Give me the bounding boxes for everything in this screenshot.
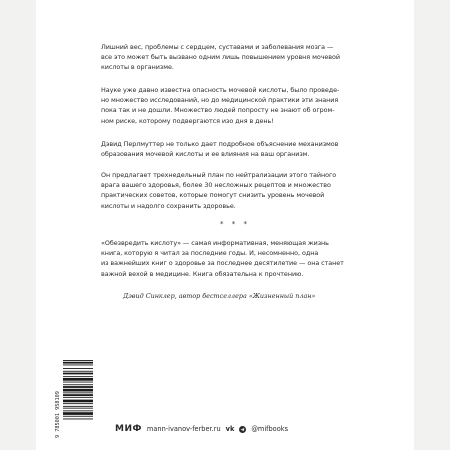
barcode-bar xyxy=(63,416,93,417)
barcode-bar xyxy=(63,408,93,409)
text-line: кислоты и надолго сохранить здоровье. xyxy=(101,201,236,210)
barcode-bar xyxy=(63,410,93,411)
barcode-bar xyxy=(63,386,93,388)
publisher-logo: МИФ xyxy=(115,424,142,434)
text-line: Он предлагает трехнедельный план по нейтрализации этого тайного xyxy=(101,171,337,179)
barcode-bar xyxy=(63,368,93,369)
quote-line: «Обезвредить кислоту» — самая информативная, меняющая жизнь xyxy=(101,239,329,247)
barcode-graphic xyxy=(53,356,95,440)
text-line: Науке уже давно известна опасность мочевой кислоты, было проведе- xyxy=(101,86,340,94)
quote-line: важной вехой в медицине. Книга обязательна к прочтению. xyxy=(101,269,304,278)
barcode-bar xyxy=(63,373,93,375)
barcode-bar xyxy=(63,365,93,366)
barcode-bar xyxy=(63,406,93,407)
text-line: Лишний вес, проблемы с сердцем, суставами и заболевания мозга — xyxy=(101,43,334,51)
text-line: практических советов, которые помогут снизить уровень мочевой xyxy=(101,191,325,200)
barcode-bar xyxy=(63,400,93,403)
barcode-bar xyxy=(63,378,93,381)
text-line: Дэвид Перлмуттер не только дает подробное объяснение механизмов xyxy=(101,140,339,148)
barcode-bar xyxy=(63,419,93,420)
barcode-bar xyxy=(63,371,93,372)
barcode-bar xyxy=(63,382,93,383)
science-paragraph xyxy=(101,85,363,126)
text-line: образования мочевой кислоты и ее влияния на ваш организм. xyxy=(101,150,310,159)
barcode-bar xyxy=(63,360,93,361)
text-line: все это может быть вызвано одним лишь повышением уровня мочевой xyxy=(101,53,340,62)
barcode-bar xyxy=(63,403,93,404)
website-link[interactable]: mann-ivanov-ferber.ru xyxy=(146,425,221,433)
barcode-bar xyxy=(63,362,93,364)
barcode-digits: 9 785001 958109 xyxy=(55,391,61,438)
social-handle[interactable]: @mifbooks xyxy=(251,425,289,433)
text-line: пока так и не дошли. Множество людей попросту не знают об огром- xyxy=(101,106,335,115)
barcode-bar xyxy=(63,392,93,393)
barcode-bar xyxy=(63,412,93,415)
text-line: врага вашего здоровья, более 30 несложных рецептов и множество xyxy=(101,181,331,190)
telegram-icon xyxy=(239,426,246,433)
quote-line: книга, которую я читал за последние годы. И, несомненно, одна xyxy=(101,249,319,258)
barcode-bar xyxy=(63,389,93,392)
text-line: ном риске, которому подвергаются изо дня в день! xyxy=(101,116,274,125)
barcode-bar xyxy=(63,397,93,398)
plan-paragraph xyxy=(101,170,363,211)
quote-attribution: Дэвид Синклер, автор бестселлера «Жизненный план» xyxy=(123,292,316,300)
barcode-bar xyxy=(63,384,93,385)
quote-line: из важнейших книг о здоровье за последнее десятилетие — она станет xyxy=(101,259,344,268)
review-quote xyxy=(101,238,363,279)
text-line: но множество исследований, но до медицинской практики эти знания xyxy=(101,96,339,105)
text-line: кислоты в организме. xyxy=(101,63,174,72)
barcode-bar xyxy=(63,376,93,377)
author-paragraph xyxy=(101,139,363,159)
intro-paragraph xyxy=(101,42,363,73)
isbn-barcode xyxy=(53,356,95,440)
vk-icon: vk xyxy=(225,425,235,433)
publisher-footer xyxy=(115,424,288,434)
barcode-bar xyxy=(63,394,93,396)
section-divider: * * * xyxy=(220,220,250,228)
